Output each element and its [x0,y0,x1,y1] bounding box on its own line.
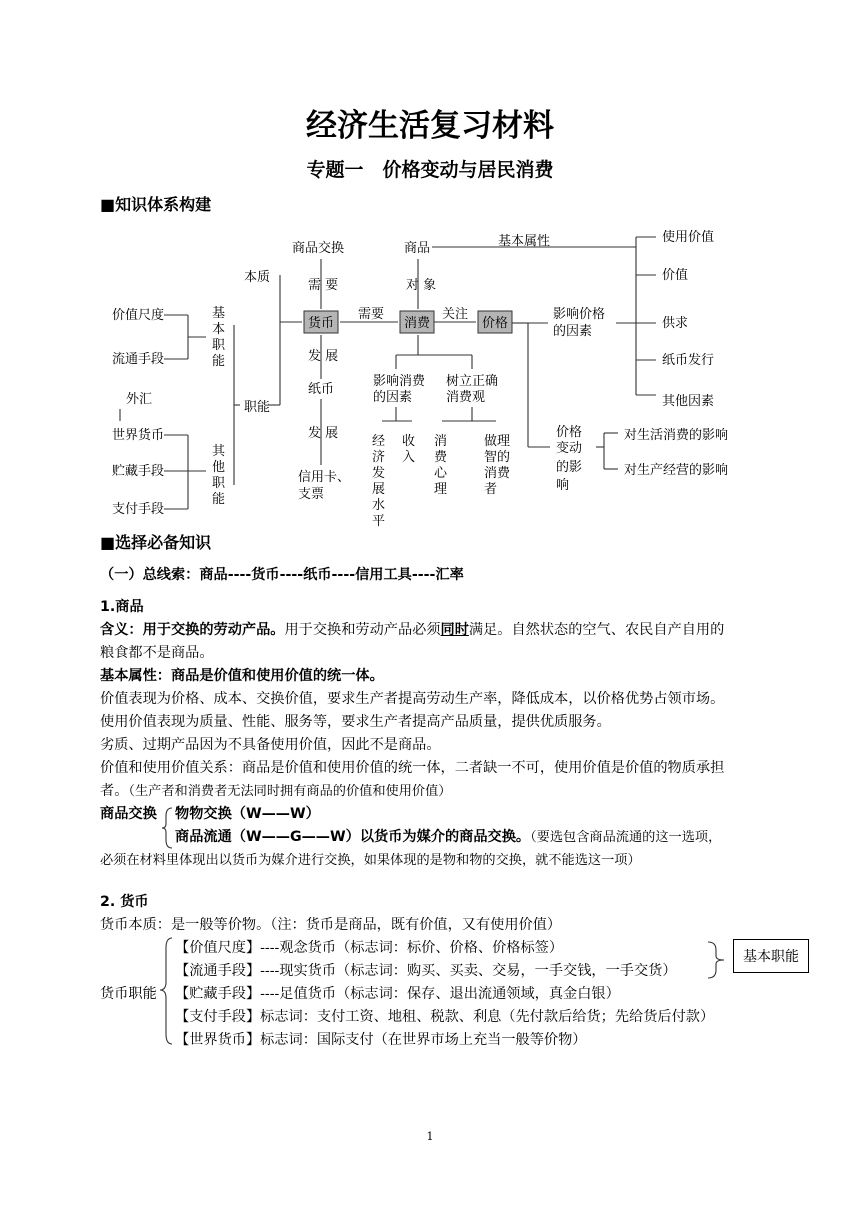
diagram-rational-2: 智的 [484,450,511,465]
diagram-credit-2: 支票 [298,487,325,502]
diagram-money: 货币 [308,316,335,331]
diagram-goods-exchange: 商品交换 [292,241,345,256]
diagram-econ-2: 济 [372,450,386,465]
goods-definition-text2: 满足。自然状态的空气、农民自产自用的 [468,622,725,638]
diagram-paper-issue: 纸币发行 [662,353,715,368]
goods-definition-line1 [100,619,724,642]
goods-use-value: 使用价值表现为质量、性能、服务等，要求生产者提高产品质量，提供优质服务。 [100,714,611,730]
money-func-pay: 【支付手段】标志词：支付工资、地租、税款、利息（先付款后给货；先给货后付款） [175,1009,715,1025]
diagram-function: 职能 [244,400,271,415]
goods-definition-bold: 含义：用于交换的劳动产品。 [100,622,285,638]
diagram-psych-1: 消 [434,434,448,449]
money-func-world: 【世界货币】标志词：国际支付（在世界市场上充当一般等价物） [175,1032,587,1048]
diagram-develop1: 发 展 [308,349,339,364]
exchange-label: 商品交换 [100,806,157,822]
diagram-rational-4: 者 [484,482,498,497]
goods-relation-line2 [100,780,451,803]
page-subtitle: 专题一 价格变动与居民消费 [306,159,554,181]
section-knowledge-system: ■知识体系构建 [100,195,212,214]
page-number: 1 [426,1130,434,1143]
diagram-price-factors-2: 的因素 [553,324,593,339]
diagram-effect-life: 对生活消费的影响 [624,428,729,443]
knowledge-diagram [0,215,860,530]
goods-relation-line1: 价值和使用价值关系：商品是价值和使用价值的统一体，二者缺一不可，使用价值是价值的物质承担 [100,760,725,776]
exchange-circulation-bold: 商品流通（W——G——W）以货币为媒介的商品交换。 [175,829,531,845]
diagram-basic-attr: 基本属性 [498,234,551,249]
diagram-econ-3: 发 [372,466,386,481]
diagram-supply: 供求 [662,316,689,331]
diagram-need2: 需要 [358,307,385,322]
diagram-value: 价值 [662,268,689,283]
diagram-use-value: 使用价值 [662,230,715,245]
diagram-other-factors: 其他因素 [662,394,715,409]
exchange-note-line2: 必须在材料里体现出以货币为媒介进行交换，如果体现的是物和物的交换，就不能选这一项） [100,853,641,868]
diagram-income-1: 收 [402,434,416,449]
diagram-basic-func-1: 基 [212,306,226,321]
diagram-other-func-1: 其 [212,444,226,459]
money-func-hoard: 【贮藏手段】----足值货币（标志词：保存、退出流通领域，真金白银） [175,986,620,1002]
diagram-consume-factors-2: 的因素 [373,390,413,405]
diagram-attention: 关注 [442,307,469,322]
diagram-forex: 外汇 [126,392,153,407]
diagram-effect-prod: 对生产经营的影响 [624,463,729,478]
exchange-barter: 物物交换（W——W） [175,806,320,822]
diagram-other-func-3: 职 [212,476,226,491]
basic-func-box: 基本职能 [733,939,809,973]
goods-definition-underline: 同时 [440,622,469,638]
exchange-brace [160,806,174,850]
diagram-basic-func-3: 职 [212,338,226,353]
money-func-brace [158,936,174,1046]
diagram-price-change-1: 价格 [556,425,583,440]
money-func-circulation: 【流通手段】----现实货币（标志词：购买、买卖、交易，一手交钱，一手交货） [175,963,677,979]
diagram-world-money: 世界货币 [112,428,165,443]
diagram-hoard: 贮藏手段 [112,464,165,479]
diagram-econ-1: 经 [372,434,386,449]
diagram-psych-4: 理 [434,482,448,497]
diagram-goods: 商品 [404,241,431,256]
money-func-label: 货币职能 [100,986,157,1002]
exchange-circulation-note: （要选包含商品流通的这一选项， [530,830,722,845]
exchange-circulation [175,826,721,849]
diagram-need1: 需 要 [308,278,339,293]
diagram-other-func-2: 他 [212,460,226,475]
money-func-measure: 【价值尺度】----观念货币（标志词：标价、价格、价格标签） [175,940,564,956]
diagram-consume-view-1: 树立正确 [446,374,499,389]
diagram-consume: 消费 [404,316,431,331]
diagram-paper-money: 纸币 [308,382,335,397]
goods-relation-text: 者。 [100,783,129,799]
goods-relation-note: （生产者和消费者无法同时拥有商品的价值和使用价值） [128,784,452,799]
goods-definition-text: 用于交换和劳动产品必须 [284,622,441,638]
diagram-econ-5: 水 [372,498,386,513]
diagram-essence: 本质 [244,270,271,285]
heading-goods: 1.商品 [100,599,144,615]
clue-line: （一）总线索：商品----货币----纸币----信用工具----汇率 [100,567,464,583]
diagram-price-factors-1: 影响价格 [553,307,606,322]
diagram-psych-3: 心 [434,466,448,481]
diagram-other-func-4: 能 [212,492,226,507]
heading-money: 2. 货币 [100,894,149,910]
basic-func-brace [706,940,728,980]
goods-value: 价值表现为价格、成本、交换价值，要求生产者提高劳动生产率，降低成本，以价格优势占领市场。 [100,691,725,707]
section-essential-knowledge: ■选择必备知识 [100,533,212,552]
goods-attr: 基本属性：商品是价值和使用价值的统一体。 [100,668,384,684]
diagram-develop2: 发 展 [308,426,339,441]
money-essence: 货币本质：是一般等价物。（注：货币是商品，既有价值，又有使用价值） [100,917,562,933]
diagram-object: 对 象 [406,278,437,293]
diagram-price: 价格 [482,316,509,331]
diagram-rational-3: 消费 [484,466,511,481]
diagram-price-change-4: 响 [556,478,570,493]
goods-bad: 劣质、过期产品因为不具备使用价值，因此不是商品。 [100,737,441,753]
diagram-consume-view-2: 消费观 [446,390,486,405]
diagram-econ-6: 平 [372,514,386,529]
diagram-basic-func-2: 本 [212,322,226,337]
diagram-price-change-3: 的影 [556,460,583,475]
diagram-psych-2: 费 [434,450,448,465]
page-title: 经济生活复习材料 [306,108,554,144]
diagram-rational-1: 做理 [484,434,511,449]
diagram-measure: 价值尺度 [112,308,165,323]
diagram-credit-1: 信用卡、 [298,470,351,485]
diagram-income-2: 入 [402,450,416,465]
diagram-circulation: 流通手段 [112,352,165,367]
diagram-econ-4: 展 [372,482,386,497]
diagram-price-change-2: 变动 [556,441,583,456]
diagram-consume-factors-1: 影响消费 [373,374,426,389]
diagram-basic-func-4: 能 [212,354,226,369]
diagram-pay: 支付手段 [112,502,165,517]
goods-definition-line2: 粮食都不是商品。 [100,645,214,661]
